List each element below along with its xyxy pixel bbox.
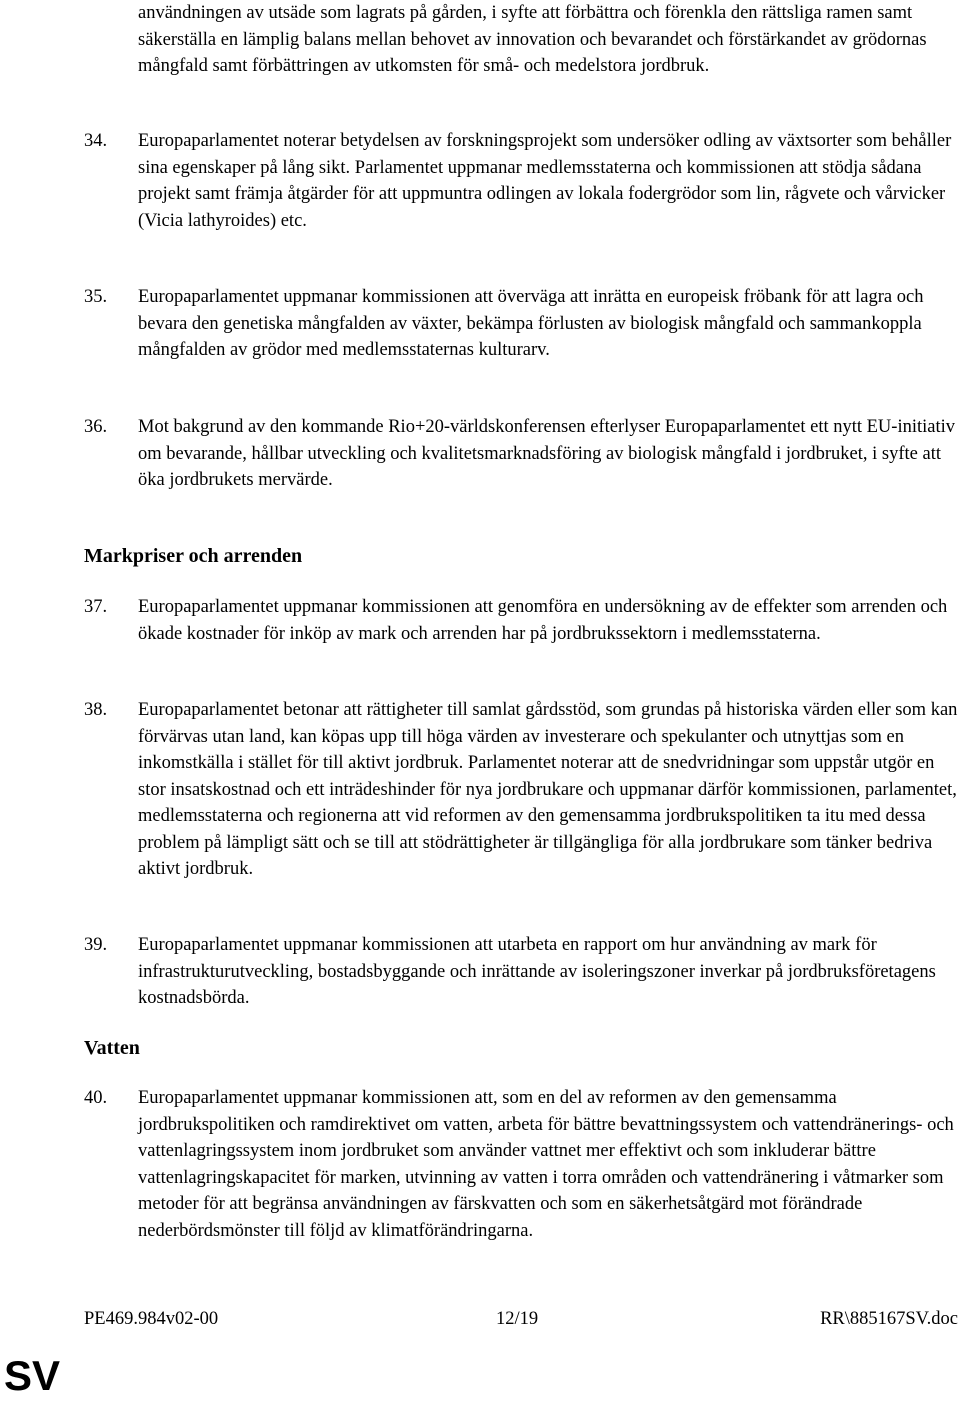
paragraph-38: [84, 697, 960, 883]
paragraph-text: Europaparlamentet uppmanar kommissionen att överväga att inrätta en europeisk fröbank för att lagra och bevara den genetiska mångfalden av växter, bekämpa förlusten av biologisk mångfald och sammankoppla mångfalden av grödor med medlemsstaternas kulturarv.: [138, 287, 924, 360]
paragraph-number: 36.: [84, 417, 108, 437]
paragraph-text: Europaparlamentet uppmanar kommissionen att, som en del av reformen av den gemensamma jordbrukspolitiken och ramdirektivet om vatten, arbeta för bättre bevattningssystem och vattendränerings- och vattenlagringssystem inom jordbruket som använder vattnet mer effektivt och som inkluderar bättre vattenlagringskapacitet för marken, utvinning av vatten i torra områden och vattendränering i våtmarker som metoder för att begränsa användningen av färskvatten och som en säkerhetsåtgärd mot förändrade nederbördsmönster till följd av klimatförändringarna.: [138, 1088, 954, 1241]
page-footer: [84, 1306, 958, 1332]
paragraph-number: 38.: [84, 700, 108, 720]
paragraph-text: Europaparlamentet uppmanar kommissionen att utarbeta en rapport om hur användning av mark för infrastrukturutveckling, bostadsbyggande och inrättande av isoleringszoner inverkar på jordbruksföretagens kostnadsbörda.: [138, 935, 936, 1008]
section-heading-water: Vatten: [84, 1037, 140, 1059]
footer-file-name: RR\885167SV.doc: [820, 1309, 958, 1329]
intro-paragraph: användningen av utsäde som lagrats på gården, i syfte att förbättra och förenkla den rättsliga ramen samt säkerställa en lämplig balans mellan behovet av innovation och bevarandet och förstärkandet av grödornas mångfald samt förbättringen av utkomsten för små- och medelstora jordbruk.: [138, 3, 927, 76]
paragraph-number: 40.: [84, 1088, 108, 1108]
paragraph-37: [84, 594, 960, 647]
paragraph-number: 34.: [84, 131, 108, 151]
paragraph-number: 35.: [84, 287, 108, 307]
footer-page-number: 12/19: [496, 1309, 539, 1329]
paragraph-number: 39.: [84, 935, 108, 955]
section-heading-market: Markpriser och arrenden: [84, 545, 303, 567]
paragraph-36: [84, 414, 960, 494]
paragraph-34: [84, 128, 960, 234]
paragraph-text: Europaparlamentet noterar betydelsen av forskningsprojekt som undersöker odling av växtsorter som behåller sina egenskaper på lång sikt. Parlamentet uppmanar medlemsstaterna och kommissionen att stödja sådana projekt samt främja åtgärder för att uppmuntra odlingen av lokala fodergrödor som lin, rågvete och vårvicker (Vicia lathyroides) etc.: [138, 131, 952, 231]
paragraph-35: [84, 284, 960, 364]
footer-doc-reference: PE469.984v02-00: [84, 1309, 219, 1329]
language-code: SV: [4, 1352, 61, 1399]
paragraph-40: [84, 1085, 960, 1244]
paragraph-text: Europaparlamentet uppmanar kommissionen att genomföra en undersökning av de effekter som arrenden och ökade kostnader för inköp av mark och arrenden har på jordbrukssektorn i medlemsstaterna.: [138, 597, 948, 644]
paragraph-39: [84, 932, 960, 1012]
paragraph-number: 37.: [84, 597, 108, 617]
paragraph-text: Mot bakgrund av den kommande Rio+20-världskonferensen efterlyser Europaparlamentet ett nytt EU-initiativ om bevarande, hållbar utveckling och kvalitetsmarknadsföring av biologisk mångfald i jordbruket, i syfte att öka jordbrukets mervärde.: [138, 417, 955, 490]
paragraph-text: Europaparlamentet betonar att rättigheter till samlat gårdsstöd, som grundas på historiska värden eller som kan förvärvas utan land, kan köpas upp till höga värden av investerare och spekulanter och utnyttjas som en inkomstkälla i stället för till aktivt jordbruk. Parlamentet noterar att de snedvridningar som uppstår utgör en stor insatskostnad och ett inträdeshinder för nya jordbrukare och uppmanar därför kommissionen, parlamentet, medlemsstaterna och regionerna att vid reformen av den gemensamma jordbrukspolitiken ta itu med dessa problem på lämpligt sätt och se till att stödrättigheter är tillgängliga för alla jordbrukare som tänker bedriva aktivt jordbruk.: [138, 700, 958, 879]
